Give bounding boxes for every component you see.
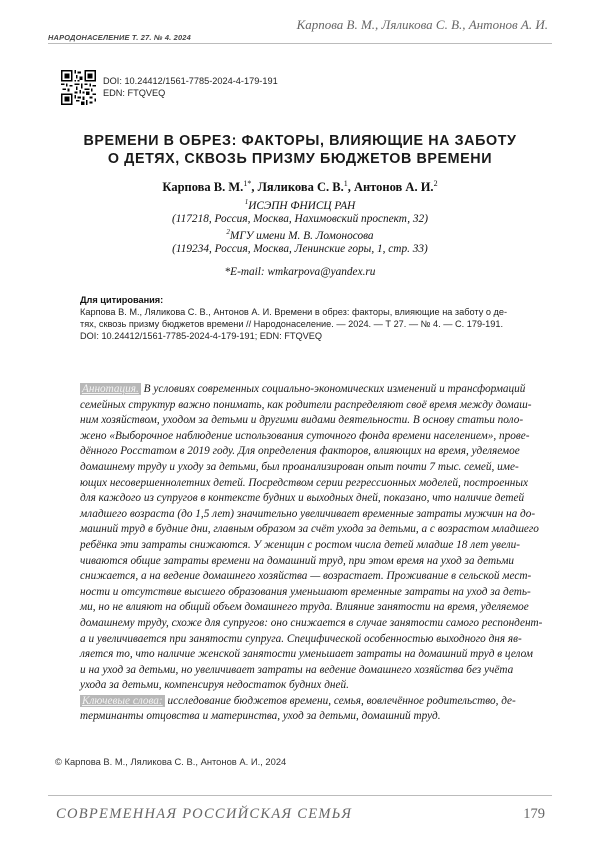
abstract-line: ности и отсутствие высшего образования уменьшают временные затраты на уход за деть- (80, 585, 531, 598)
abstract-line: а и увеличивается при занятости супруга. Специфической особенностью выходного дня яв- (80, 632, 522, 645)
author-separator: , (347, 180, 354, 195)
keywords-line: терминанты отцовства и материнства, уход за детьми, домашний труд. (80, 710, 441, 723)
footer-divider (48, 795, 552, 796)
citation-label: Для цитирования: (80, 295, 164, 305)
abstract (80, 382, 546, 725)
affiliation-1-address: (117218, Россия, Москва, Нахимовский проспект, 32) (172, 213, 428, 225)
header-divider (48, 43, 552, 44)
abstract-line (80, 382, 546, 398)
abstract-line: ляется то, что наличие женской занятости уменьшает затраты на домашний труд в целом (80, 648, 533, 661)
abstract-label: Аннотация. (82, 383, 139, 395)
abstract-line: домашнему труду и уходу за детьми, был проанализирован опыт почти 7 тыс. семей, име- (80, 460, 519, 473)
abstract-line: младшего возраста (до 1,5 лет) значительно увеличивает временные затраты мужчин на до- (80, 507, 536, 520)
affiliation-2-mark: 2 (226, 228, 230, 236)
author-list (60, 179, 540, 195)
author-2-affiliation-mark: 1 (343, 179, 348, 188)
page-number: 179 (523, 806, 545, 822)
abstract-line: семейных структур важно понимать, как родители распределяют своё время между домаш- (80, 398, 532, 411)
keywords-text: исследование бюджетов времени, семья, вовлечённое родительство, де- (164, 694, 516, 707)
citation-line: DOI: 10.24412/1561-7785-2024-4-179-191; EDN: FTQVEQ (80, 331, 323, 341)
abstract-line: домашнему труду, схоже для супругов: оно снижается в случае занятости самого респондент- (80, 616, 543, 629)
affiliation-2-label: МГУ имени М. В. Ломоносова (229, 229, 374, 242)
abstract-line: чиваются общие затраты времени на домашний труд, при этом время на уход за детьми (80, 554, 515, 567)
affiliation-1-name (60, 198, 540, 212)
author-separator: , (251, 180, 258, 195)
qr-code-icon (61, 70, 96, 105)
author-1-affiliation-mark: 1* (243, 179, 252, 188)
abstract-line: ним хозяйством, уходом за детьми и другими видами деятельности. В основу статьи поло- (80, 414, 524, 427)
running-header-journal: НАРОДОНАСЕЛЕНИЕ Т. 27. № 4. 2024 (48, 33, 191, 42)
footer-journal-name: СОВРЕМЕННАЯ РОССИЙСКАЯ СЕМЬЯ (56, 806, 353, 822)
abstract-line: ухода за детьми, компенсируя недостаток будних дней. (80, 679, 349, 692)
copyright-notice: © Карпова В. М., Ляликова С. В., Антонов А. И., 2024 (55, 756, 287, 767)
keywords-line (80, 694, 546, 710)
citation-line: Карпова В. М., Ляликова С. В., Антонов А. И. Времени в обрез: факторы, влияющие на заботу о де- (80, 307, 508, 317)
corresponding-email[interactable]: *E-mail: wmkarpova@yandex.ru (224, 266, 376, 278)
abstract-line: ребёнка эти затраты снижаются. У женщин с ростом числа детей младше 18 лет увели- (80, 538, 521, 551)
edn-text: EDN: FTQVEQ (103, 88, 166, 98)
affiliation-1-label: ИСЭПН ФНИСЦ РАН (248, 199, 356, 212)
abstract-line: снижается, а на ведение домашнего хозяйства — возрастает. Проживание в сельской мест- (80, 570, 532, 583)
affiliation-2-name (60, 228, 540, 242)
citation-line: тях, сквозь призму бюджетов времени // Народонаселение. — 2024. — Т 27. — № 4. — С. 179-191. (80, 319, 504, 329)
abstract-line: и на уход за детьми, но увеличивает затраты на ведение домашнего хозяйства без учёта (80, 663, 514, 676)
abstract-text: В условиях современных социально-экономических изменений и трансформаций (140, 383, 526, 395)
affiliation-1-mark: 1 (244, 198, 249, 206)
doi-text[interactable]: DOI: 10.24412/1561-7785-2024-4-179-191 (103, 76, 278, 86)
abstract-line: для каждого из супругов в контексте будних и выходных дней, показано, что наличие детей (80, 492, 525, 505)
abstract-line: ющих несовершеннолетних детей. Посредством серии регрессионных моделей, построенных (80, 476, 528, 489)
citation-text (80, 306, 546, 342)
title-line-2: О ДЕТЯХ, СКВОЗЬ ПРИЗМУ БЮДЖЕТОВ ВРЕМЕНИ (107, 151, 493, 167)
author-1: Карпова В. М. (162, 180, 244, 195)
title-line-1: ВРЕМЕНИ В ОБРЕЗ: ФАКТОРЫ, ВЛИЯЮЩИЕ НА ЗАБОТУ (83, 133, 517, 149)
author-3-affiliation-mark: 2 (433, 179, 438, 188)
running-header-authors: Карпова В. М., Ляликова С. В., Антонов А. И. (296, 17, 548, 32)
author-2: Ляликова С. В. (257, 180, 344, 195)
abstract-line: ми, но не влияют на общий объем домашнего труда. Влияние занятости на время, уделяемое (80, 601, 529, 614)
abstract-line: дённого Росстатом в 2019 году. Для определения факторов, влияющих на время, уделяемое (80, 445, 520, 458)
author-3: Антонов А. И. (353, 180, 434, 195)
abstract-line: машний труд в будние дни, главным образом за счёт ухода за детьми, а с возрастом младшего (80, 523, 539, 536)
abstract-line: жено «Выборочное наблюдение использования суточного фонда времени населением», прове- (80, 429, 530, 442)
keywords-label: Ключевые слова: (82, 694, 163, 707)
identifiers (103, 75, 278, 99)
affiliation-2-address: (119234, Россия, Москва, Ленинские горы, 1, стр. 33) (172, 243, 428, 255)
article-title (60, 132, 540, 168)
